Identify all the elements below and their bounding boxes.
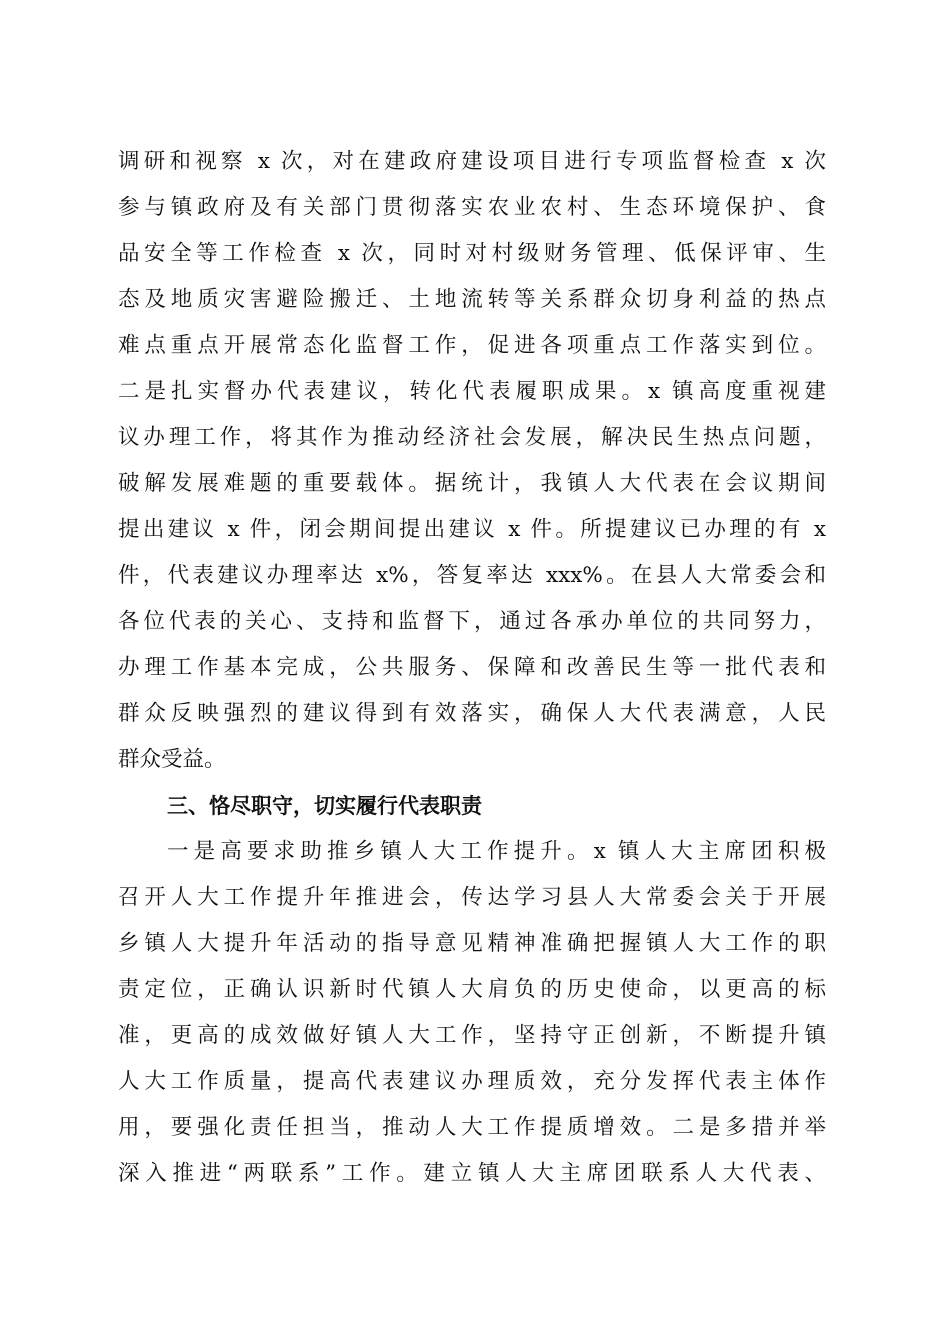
text-line: 提出建议 x 件，闭会期间提出建议 x 件。所提建议已办理的有 x bbox=[118, 517, 826, 542]
text-line: 办理工作基本完成，公共服务、保障和改善民生等一批代表和 bbox=[118, 655, 826, 680]
text-line: 破解发展难题的重要载体。据统计，我镇人大代表在会议期间 bbox=[118, 471, 826, 496]
text-line: 乡镇人大提升年活动的指导意见精神准确把握镇人大工作的职 bbox=[118, 931, 826, 956]
text-line: 议办理工作，将其作为推动经济社会发展，解决民生热点问题， bbox=[118, 425, 826, 450]
text-line: 一是高要求助推乡镇人大工作提升。x 镇人大主席团积极 bbox=[167, 839, 826, 864]
text-line: 责定位，正确认识新时代镇人大肩负的历史使命，以更高的标 bbox=[118, 977, 826, 1002]
text-line: 各位代表的关心、支持和监督下，通过各承办单位的共同努力， bbox=[118, 609, 826, 634]
text-line: 准，更高的成效做好镇人大工作，坚持守正创新，不断提升镇 bbox=[118, 1023, 826, 1048]
text-line: 难点重点开展常态化监督工作，促进各项重点工作落实到位。 bbox=[118, 333, 826, 358]
text-line: 群众反映强烈的建议得到有效落实，确保人大代表满意，人民 bbox=[118, 701, 826, 726]
text-line: 群众受益。 bbox=[118, 747, 226, 772]
text-line: 召开人大工作提升年推进会，传达学习县人大常委会关于开展 bbox=[118, 885, 826, 910]
text-line: 用，要强化责任担当，推动人大工作提质增效。二是多措并举 bbox=[118, 1115, 826, 1140]
section-heading: 三、恪尽职守，切实履行代表职责 bbox=[167, 794, 482, 818]
text-line: 人大工作质量，提高代表建议办理质效，充分发挥代表主体作 bbox=[118, 1069, 826, 1094]
text-line: 深入推进“两联系”工作。建立镇人大主席团联系人大代表、 bbox=[118, 1161, 826, 1186]
text-line: 二是扎实督办代表建议，转化代表履职成果。x 镇高度重视建 bbox=[118, 379, 826, 404]
text-line: 参与镇政府及有关部门贯彻落实农业农村、生态环境保护、食 bbox=[118, 195, 826, 220]
text-line: 件，代表建议办理率达 x%，答复率达 xxx%。在县人大常委会和 bbox=[118, 563, 826, 588]
text-line: 态及地质灾害避险搬迁、土地流转等关系群众切身利益的热点 bbox=[118, 287, 826, 312]
text-line: 品安全等工作检查 x 次，同时对村级财务管理、低保评审、生 bbox=[118, 241, 826, 266]
text-line: 调研和视察 x 次，对在建政府建设项目进行专项监督检查 x 次 bbox=[118, 149, 826, 174]
